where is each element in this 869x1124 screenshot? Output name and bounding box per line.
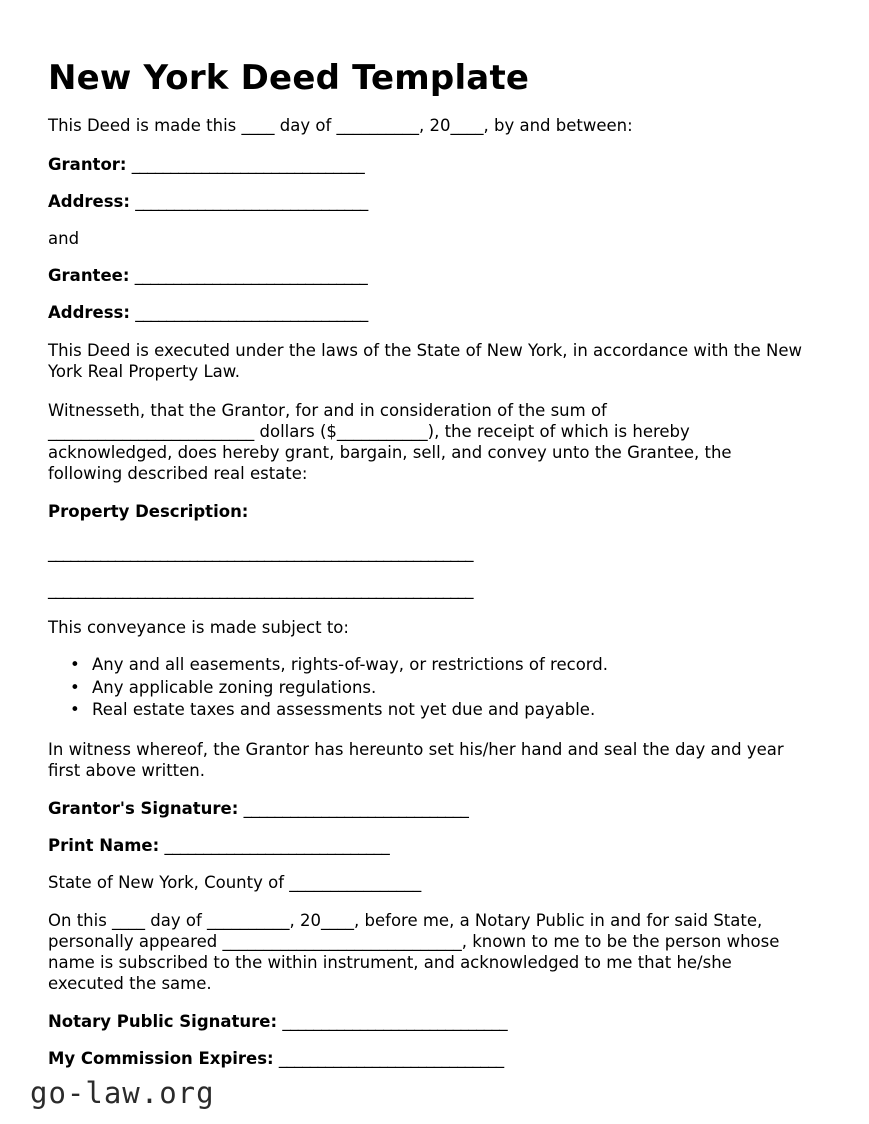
grantor-field — [48, 155, 805, 174]
page-title: New York Deed Template — [48, 58, 530, 98]
print-name-blank[interactable]: _____________________________ — [164, 835, 390, 855]
list-item: • Real estate taxes and assessments not yet due and payable. — [88, 699, 805, 720]
notary-signature-blank[interactable]: _____________________________ — [282, 1012, 508, 1032]
grantee-address-blank[interactable]: ______________________________ — [135, 302, 368, 322]
grantor-signature-field — [48, 799, 805, 818]
list-item: • Any and all easements, rights-of-way, or restrictions of record. — [88, 654, 805, 675]
grantor-signature-label: Grantor's Signature: — [48, 798, 239, 818]
commission-expires-blank[interactable]: _____________________________ — [278, 1049, 504, 1069]
grantor-label: Grantor: — [48, 154, 127, 174]
property-description-label: Property Description: — [48, 502, 249, 522]
grantor-address-field — [48, 192, 805, 211]
subject-to-list — [48, 654, 805, 720]
conjunction-and: and — [48, 228, 80, 248]
watermark-logo: go-law.org — [30, 1076, 215, 1110]
property-line-1[interactable]: _________________________________________________________ — [48, 543, 473, 563]
property-line-2[interactable]: _________________________________________________________ — [48, 580, 473, 600]
grantor-blank[interactable]: ______________________________ — [131, 154, 365, 174]
print-name-label: Print Name: — [48, 835, 160, 855]
governing-law-paragraph: This Deed is executed under the laws of the State of New York, in accordance with the New York Real Property Law. — [48, 340, 802, 381]
grantee-label: Grantee: — [48, 265, 130, 285]
grantee-address-field — [48, 303, 805, 322]
grantee-field — [48, 266, 805, 285]
list-item: • Any applicable zoning regulations. — [88, 677, 805, 698]
commission-expires-label: My Commission Expires: — [48, 1049, 274, 1069]
consideration-paragraph: Witnesseth, that the Grantor, for and in consideration of the sum of _________________________ dollars ($___________), the receipt of which is hereby acknowledged, does hereby grant, bargain, sell, and convey unto the Grantee, the following described real estate: — [48, 400, 732, 484]
notary-signature-field — [48, 1012, 805, 1031]
grantor-address-blank[interactable]: ______________________________ — [135, 191, 368, 211]
grantor-address-label: Address: — [48, 191, 130, 211]
grantee-address-label: Address: — [48, 302, 130, 322]
commission-expires-field — [48, 1049, 805, 1068]
intro-paragraph: This Deed is made this ____ day of __________, 20____, by and between: — [48, 116, 633, 136]
state-county-line[interactable]: State of New York, County of ________________ — [48, 872, 422, 892]
acknowledgment-paragraph: On this ____ day of __________, 20____, before me, a Notary Public in and for said State, personally appeared _____________________________, known to me to be the person whose name is subscribed to the within instrument, and acknowledged to me that he/she executed the same. — [48, 910, 780, 994]
grantee-blank[interactable]: ______________________________ — [134, 265, 368, 285]
notary-signature-label: Notary Public Signature: — [48, 1012, 278, 1032]
subject-to-intro: This conveyance is made subject to: — [48, 618, 349, 638]
witness-clause-paragraph: In witness whereof, the Grantor has hereunto set his/her hand and seal the day and year first above written. — [48, 739, 784, 780]
print-name-field — [48, 836, 805, 855]
grantor-signature-blank[interactable]: _____________________________ — [243, 798, 469, 818]
